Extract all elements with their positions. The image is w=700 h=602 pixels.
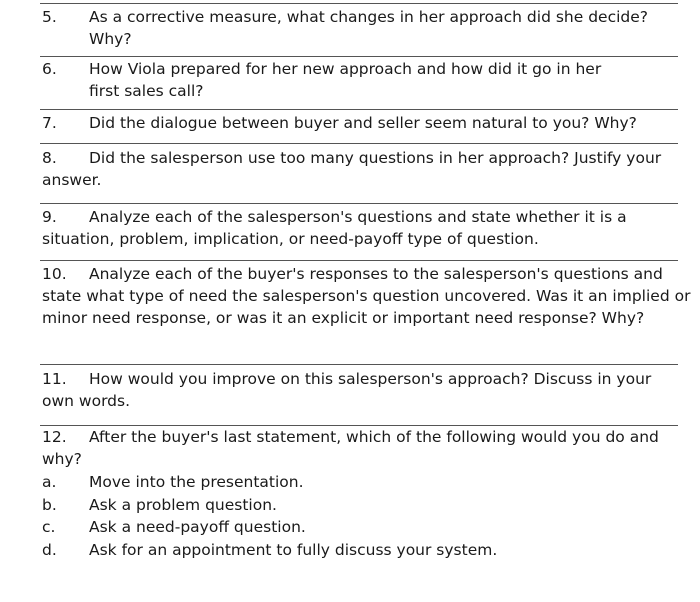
option-text: Ask a need-payoff question. [89,518,306,536]
option-letter: a. [42,473,57,491]
option-c [42,516,306,538]
question-text: As a corrective measure, what changes in her approach did she decide? Why? [89,8,649,48]
question-number: 12. [42,428,67,446]
question-11 [42,368,682,412]
question-number: 6. [42,60,57,78]
question-text: Did the salesperson use too many questions in her approach? Justify your answer. [42,149,662,189]
option-letter: c. [42,518,56,536]
divider [40,364,678,365]
question-7 [42,112,692,134]
option-b [42,494,277,516]
question-9 [42,206,662,250]
question-10 [42,263,694,329]
option-d [42,539,497,561]
divider [40,56,678,57]
question-12 [42,426,694,470]
question-number: 7. [42,114,57,132]
divider [40,3,678,4]
question-number: 9. [42,208,57,226]
option-letter: b. [42,496,57,514]
question-text: Did the dialogue between buyer and seller seem natural to you? Why? [89,114,637,132]
question-number: 5. [42,8,57,26]
option-text: Move into the presentation. [89,473,304,491]
question-8 [42,147,662,191]
option-letter: d. [42,541,57,559]
question-number: 8. [42,149,57,167]
option-text: Ask a problem question. [89,496,277,514]
question-5 [42,6,692,50]
question-text: After the buyer's last statement, which of the following would you do and why? [42,428,659,468]
option-a [42,471,304,493]
question-number: 10. [42,265,67,283]
question-text: How Viola prepared for her new approach and how did it go in her first sales call? [89,60,602,100]
question-6 [42,58,692,102]
divider [40,203,678,204]
divider [40,260,678,261]
divider [40,143,678,144]
question-text: Analyze each of the salesperson's questions and state whether it is a situation, problem, implication, or need-payoff type of question. [42,208,627,248]
divider [40,109,678,110]
question-text: How would you improve on this salesperson's approach? Discuss in your own words. [42,370,652,410]
question-text: Analyze each of the buyer's responses to the salesperson's questions and state what type of need the salesperson's question uncovered. Was it an implied or minor need response, or was it an explicit or important need response? Why? [42,265,691,327]
option-text: Ask for an appointment to fully discuss your system. [89,541,498,559]
question-number: 11. [42,370,67,388]
